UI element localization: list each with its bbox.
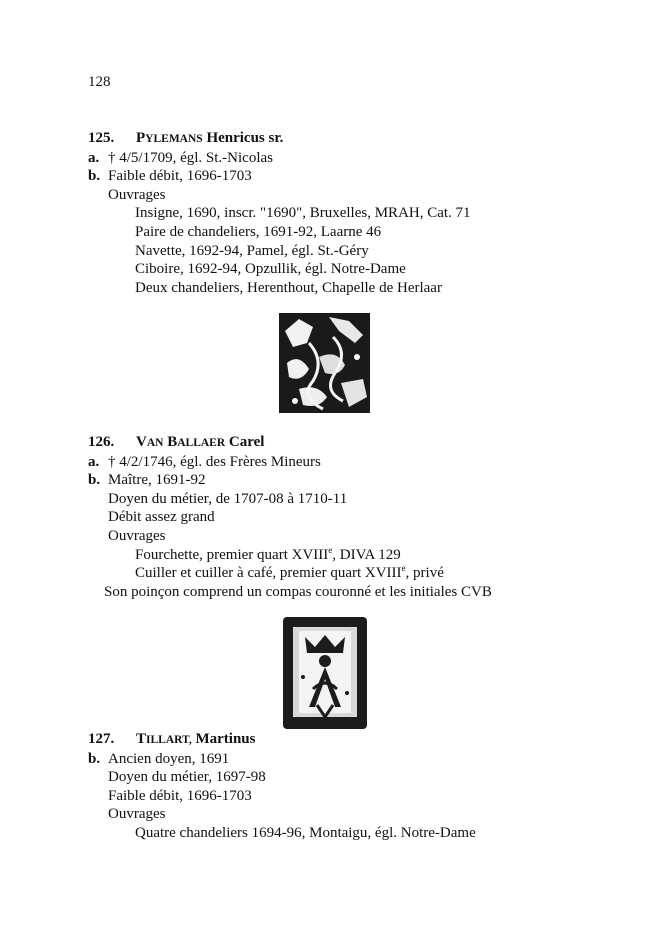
hallmark-image-125 [279,313,370,413]
activity-line: Doyen du métier, de 1707-08 à 1710-11 [108,490,348,507]
given-name: Martinus [195,731,256,747]
activity-line: b. Maître, 1691-92 [88,472,206,489]
entry-127 [88,730,558,843]
work-item: Cuiller et cuiller à café, premier quart XVIIIe, privé [135,563,444,582]
death-line: a. † 4/5/1709, égl. St.-Nicolas [88,149,273,166]
entry-heading: 126. VAN BALLAER Carel [88,434,265,450]
given-name: Henricus sr. [206,130,284,146]
works-heading: Ouvrages [108,186,166,203]
work-item: Navette, 1692-94, Pamel, égl. St.-Géry [135,242,369,259]
given-name: Carel [228,434,265,450]
work-item: Deux chandeliers, Herenthout, Chapelle de Herlaar [135,279,442,296]
entry-125 [88,129,558,297]
work-item: Paire de chandeliers, 1691-92, Laarne 46 [135,223,382,240]
works-heading: Ouvrages [108,806,166,823]
entry-126 [88,433,558,601]
hallmark-note: Son poinçon comprend un compas couronné et les initiales CVB [104,583,492,600]
work-item: Fourchette, premier quart XVIIIe, DIVA 129 [135,544,401,563]
work-item: Ciboire, 1692-94, Opzullik, égl. Notre-Dame [135,261,406,278]
entry-number: 126. [88,434,115,450]
work-item: Quatre chandeliers 1694-96, Montaigu, égl. Notre-Dame [135,824,476,841]
entry-number: 127. [88,731,115,747]
death-line: a. † 4/2/1746, égl. des Frères Mineurs [88,453,321,470]
activity-line: Doyen du métier, 1697-98 [108,769,266,786]
work-item: Insigne, 1690, inscr. "1690", Bruxelles, MRAH, Cat. 71 [135,205,471,222]
activity-line: b. Ancien doyen, 1691 [88,750,230,767]
activity-line: b. Faible débit, 1696-1703 [88,168,252,185]
page-number: 128 [88,74,111,90]
activity-line: Débit assez grand [108,509,215,526]
hallmark-image-126 [283,617,367,729]
activity-line: Faible débit, 1696-1703 [108,787,252,804]
entry-heading: 127. TILLART, Martinus [88,731,256,747]
entry-heading: 125. PYLEMANS Henricus sr. [88,130,284,146]
entry-number: 125. [88,130,115,146]
works-heading: Ouvrages [108,527,166,544]
